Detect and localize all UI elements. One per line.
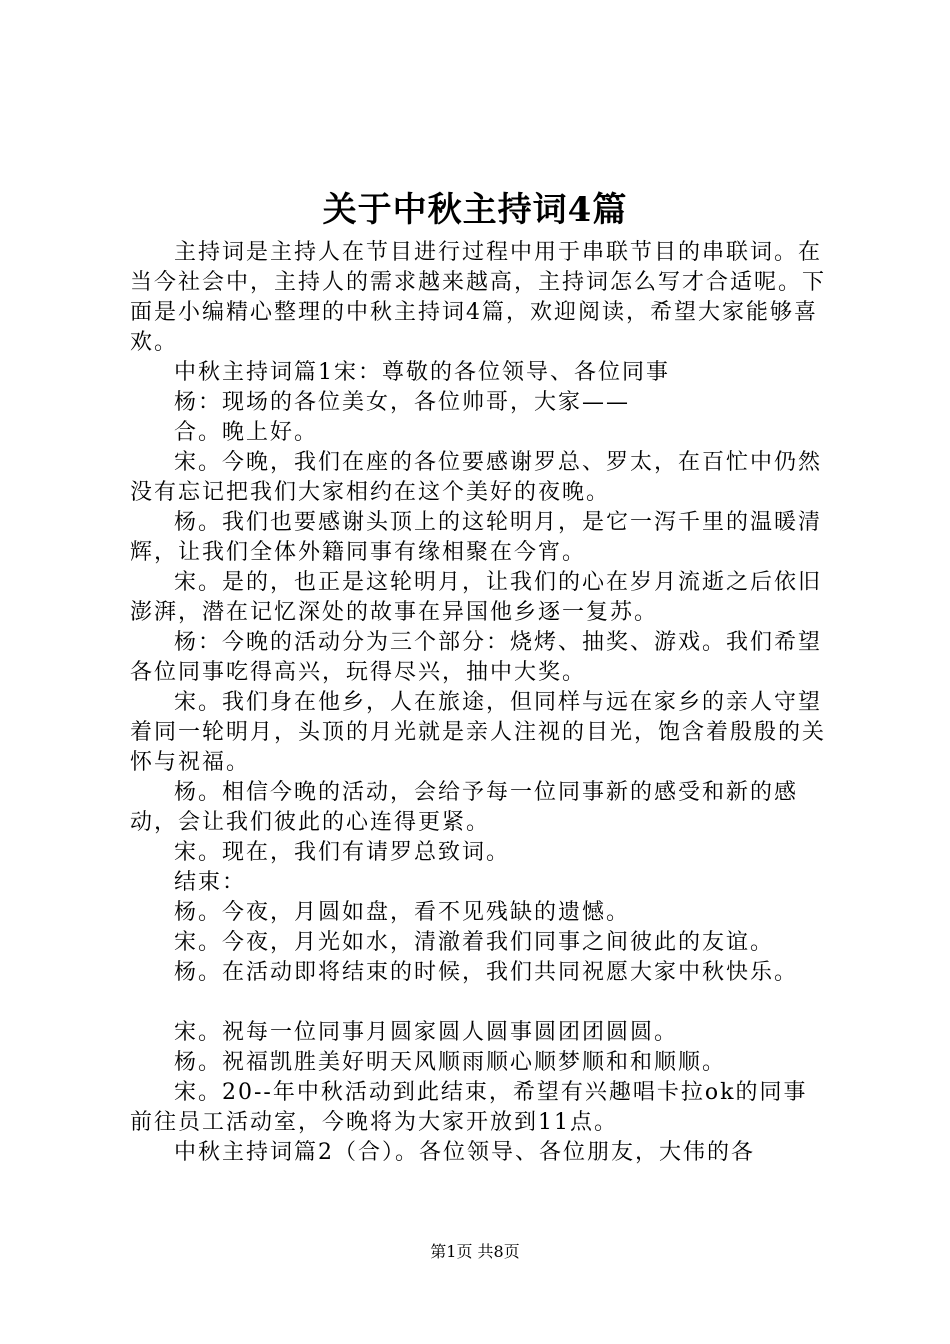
paragraph: 结束：	[174, 870, 247, 895]
paragraph: 中秋主持词篇1宋：尊敬的各位领导、各位同事	[174, 360, 670, 385]
paragraph: 宋。现在，我们有请罗总致词。	[174, 840, 511, 865]
paragraph: 杨。我们也要感谢头顶上的这轮明月，是它一泻千里的温暖清辉，让我们全体外籍同事有缘相聚在今宵。	[130, 510, 823, 565]
paragraph: 宋。20--年中秋活动到此结束，希望有兴趣唱卡拉ok的同事前往员工活动室，今晚将为大家开放到11点。	[130, 1080, 808, 1135]
paragraph: 宋。我们身在他乡，人在旅途，但同样与远在家乡的亲人守望着同一轮明月，头顶的月光就是亲人注视的目光，饱含着殷殷的关怀与祝福。	[130, 690, 827, 775]
page-footer: 第1页 共8页	[430, 1242, 520, 1261]
paragraph: 杨。祝福凯胜美好明天风顺雨顺心顺梦顺和和顺顺。	[174, 1050, 727, 1075]
blank-line	[130, 988, 828, 1018]
paragraph: 杨。在活动即将结束的时候，我们共同祝愿大家中秋快乐。	[174, 960, 799, 985]
paragraph: 中秋主持词篇2（合）。各位领导、各位朋友，大伟的各	[174, 1140, 755, 1165]
paragraph: 杨：今晚的活动分为三个部分：烧烤、抽奖、游戏。我们希望各位同事吃得高兴，玩得尽兴，抽中大奖。	[130, 630, 823, 685]
paragraph: 合。晚上好。	[174, 420, 319, 445]
paragraph: 杨。相信今晚的活动，会给予每一位同事新的感受和新的感动，会让我们彼此的心连得更紧。	[130, 780, 799, 835]
document-body	[130, 238, 828, 1168]
paragraph: 杨。今夜，月圆如盘，看不见残缺的遗憾。	[174, 900, 631, 925]
paragraph: 宋。祝每一位同事月圆家圆人圆事圆团团圆圆。	[174, 1020, 679, 1045]
paragraph: 宋。今夜，月光如水，清澈着我们同事之间彼此的友谊。	[174, 930, 775, 955]
paragraph: 杨：现场的各位美女，各位帅哥，大家——	[174, 390, 631, 415]
intro-paragraph: 主持词是主持人在节目进行过程中用于串联节目的串联词。在当今社会中，主持人的需求越来越高，主持词怎么写才合适呢。下面是小编精心整理的中秋主持词4篇，欢迎阅读，希望大家能够喜欢。	[130, 240, 827, 355]
document-title: 关于中秋主持词4篇	[322, 190, 628, 230]
paragraph: 宋。今晚，我们在座的各位要感谢罗总、罗太，在百忙中仍然没有忘记把我们大家相约在这个美好的夜晚。	[130, 450, 823, 505]
paragraph: 宋。是的，也正是这轮明月，让我们的心在岁月流逝之后依旧澎湃，潜在记忆深处的故事在异国他乡逐一复苏。	[130, 570, 823, 625]
